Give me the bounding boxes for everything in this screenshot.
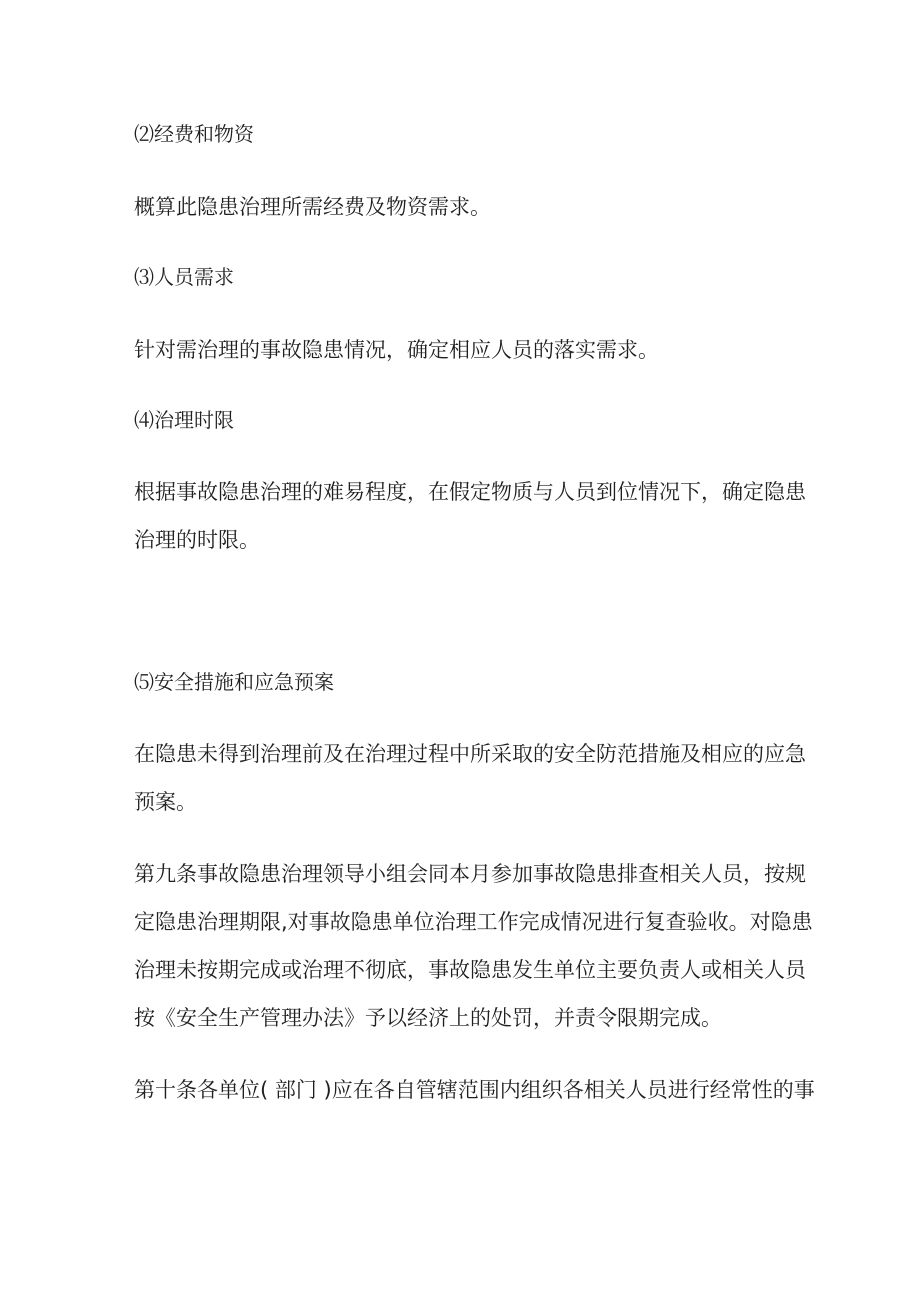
paragraph-time-limit-line-1: 根据事故隐患治理的难易程度，在假定物质与人员到位情况下，确定隐患: [134, 480, 806, 504]
paragraph-time-limit-line-2: 治理的时限。: [134, 528, 260, 552]
paragraph-personnel: 针对需治理的事故隐患情况，确定相应人员的落实需求。: [134, 338, 659, 362]
paragraph-safety-emergency-line-2: 预案。: [134, 790, 197, 814]
paragraph-safety-emergency-line-1: 在隐患未得到治理前及在治理过程中所采取的安全防范措施及相应的应急: [134, 742, 806, 766]
heading-funds-materials: ⑵经费和物资: [134, 122, 254, 146]
article-10-line-1: 第十条各单位( 部门 )应在各自管辖范围内组织各相关人员进行经常性的事: [134, 1078, 815, 1102]
article-9-line-1: 第九条事故隐患治理领导小组会同本月参加事故隐患排查相关人员，按规: [134, 862, 806, 886]
article-9-line-4: 按《安全生产管理办法》予以经济上的处罚，并责令限期完成。: [134, 1006, 722, 1030]
paragraph-funds-materials: 概算此隐患治理所需经费及物资需求。: [134, 195, 491, 219]
article-9-line-3: 治理未按期完成或治理不彻底，事故隐患发生单位主要负责人或相关人员: [134, 958, 806, 982]
article-9-line-2: 定隐患治理期限,对事故隐患单位治理工作完成情况进行复查验收。对隐患: [134, 910, 813, 934]
heading-personnel: ⑶人员需求: [134, 265, 234, 289]
heading-time-limit: ⑷治理时限: [134, 408, 234, 432]
heading-safety-emergency: ⑸安全措施和应急预案: [134, 670, 334, 694]
